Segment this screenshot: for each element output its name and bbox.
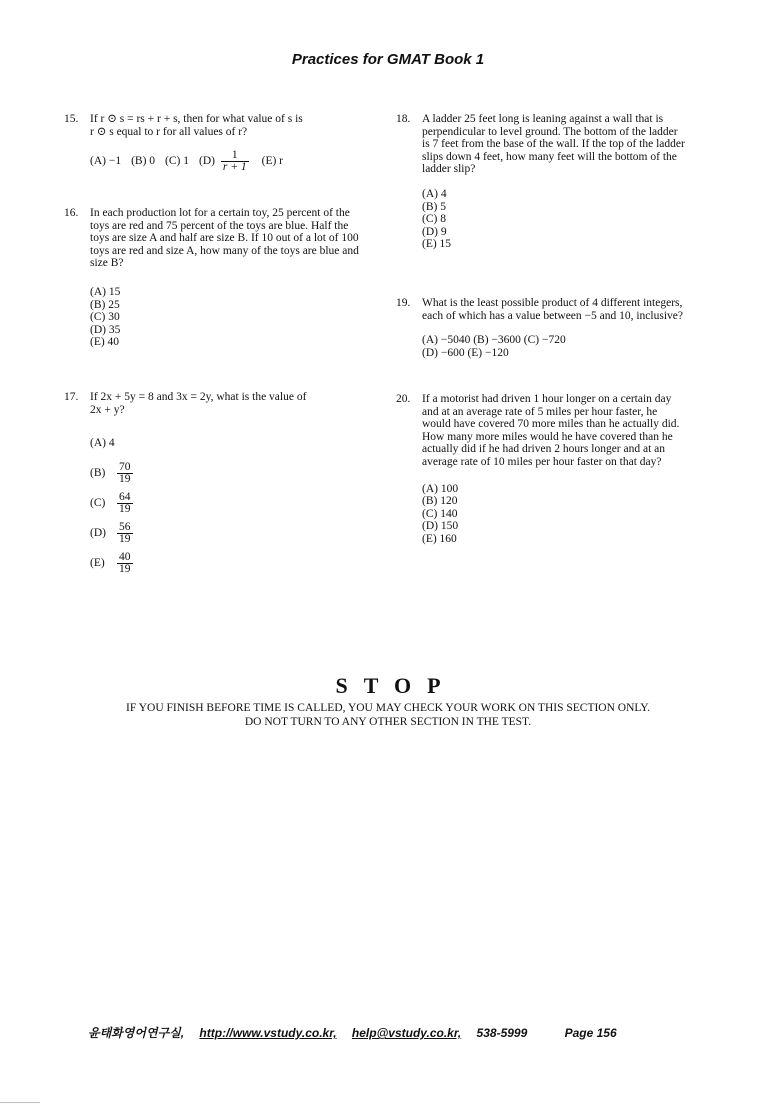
answer-choices	[422, 188, 688, 251]
answer-choice[interactable]: (D) 35	[90, 323, 121, 336]
footer-email-link[interactable]: help@vstudy.co.kr,	[351, 1026, 462, 1040]
page-header-title: Practices for GMAT Book 1	[291, 51, 485, 68]
answer-choice[interactable]: (D) 9	[422, 225, 447, 238]
answer-choice-row[interactable]: (D) −600 (E) −120	[422, 346, 509, 359]
question-number: 16.	[64, 207, 79, 219]
answer-choice[interactable]: (C) 30	[90, 311, 120, 324]
question-text: What is the least possible product of 4 different integers, each of which has a value between −5 and 10, inclusive?	[422, 297, 683, 322]
right-column	[396, 113, 688, 546]
fraction	[117, 462, 133, 485]
fraction	[117, 522, 133, 545]
question-text: A ladder 25 feet long is leaning against a wall that is perpendicular to level ground. The bottom of the ladder is 7 feet from the base of the wall. If the top of the ladder slips down 4 feet, how many feet will the bottom of the ladder slip?	[422, 113, 685, 176]
question-number: 18.	[396, 113, 411, 125]
answer-choice[interactable]	[90, 490, 364, 516]
fraction-denominator: 19	[119, 562, 131, 575]
fraction	[221, 150, 249, 173]
answer-choice[interactable]	[199, 150, 252, 173]
answer-choice[interactable]: (E) 160	[422, 532, 457, 545]
fraction-denominator: 19	[119, 502, 131, 515]
answer-choice[interactable]: (D) 150	[422, 520, 459, 533]
answer-choice[interactable]: (B) 5	[422, 200, 446, 213]
fraction	[117, 552, 133, 575]
page-footer	[88, 1024, 688, 1041]
question-16	[64, 207, 364, 391]
question-15	[64, 113, 364, 207]
question-text-line: 2x + y?	[90, 403, 125, 416]
question-19	[396, 297, 688, 393]
answer-choice[interactable]: (B) 120	[422, 495, 458, 508]
question-number: 19.	[396, 297, 411, 309]
fraction-denominator: 19	[119, 472, 131, 485]
answer-choice[interactable]	[90, 460, 364, 486]
answer-choice[interactable]: (B) 25	[90, 298, 120, 311]
question-number: 20.	[396, 393, 411, 405]
scan-edge-mark	[0, 1102, 40, 1103]
answer-choices	[90, 286, 364, 349]
question-number: 15.	[64, 113, 79, 125]
footer-org: 윤태화영어연구실,	[88, 1026, 185, 1040]
answer-choices	[90, 430, 364, 576]
fraction-denominator: r + 1	[222, 161, 247, 174]
question-text: In each production lot for a certain toy, 25 percent of the toys are red and 75 percent of the toys are blue. Half the toys are size A and half are size B. If 10 out of a lot of 100 toys are red and size A, how many of the toys are blue and size B?	[90, 207, 359, 270]
question-text: If a motorist had driven 1 hour longer on a certain day and at an average rate of 5 miles per hour faster, he would have covered 70 more miles than he actually did. How many more miles would he have covered than he actually did if he had driven 2 hours longer and at an average rate of 10 miles per hour faster on that day?	[422, 393, 680, 468]
answer-choice[interactable]: (E) 40	[90, 336, 120, 349]
fraction-numerator: 1	[221, 150, 249, 162]
fraction-numerator: 64	[119, 490, 131, 503]
answer-choice[interactable]: (C) 1	[165, 155, 190, 168]
left-column	[64, 113, 364, 580]
footer-url-link[interactable]: http://www.vstudy.co.kr,	[199, 1026, 337, 1040]
answer-choice[interactable]: (C) 8	[422, 213, 446, 226]
answer-choices	[90, 150, 364, 173]
answer-choices	[422, 483, 688, 546]
question-text-line: If r ⊙ s = rs + r + s, then for what value of s is	[90, 113, 303, 125]
choice-label: (D)	[199, 155, 215, 168]
question-text-line: r ⊙ s equal to r for all values of r?	[90, 125, 248, 138]
answer-choice[interactable]: (A) −1	[90, 155, 122, 168]
stop-heading: STOP	[335, 673, 457, 698]
answer-choices	[422, 334, 688, 359]
question-20	[396, 393, 688, 546]
answer-choice-row[interactable]: (A) −5040 (B) −3600 (C) −720	[422, 334, 566, 347]
question-18	[396, 113, 688, 297]
question-number: 17.	[64, 391, 79, 403]
choice-label: (D)	[90, 526, 106, 539]
fraction-numerator: 70	[119, 460, 131, 473]
fraction-denominator: 19	[119, 532, 131, 545]
answer-choice[interactable]: (A) 15	[90, 285, 121, 298]
choice-label: (C)	[90, 496, 106, 509]
fraction	[117, 492, 133, 515]
answer-choice[interactable]: (A) 100	[422, 482, 459, 495]
answer-choice[interactable]	[90, 520, 364, 546]
choice-label: (B)	[90, 466, 106, 479]
stop-instruction: IF YOU FINISH BEFORE TIME IS CALLED, YOU MAY CHECK YOUR WORK ON THIS SECTION ONLY.	[126, 702, 650, 714]
answer-choice[interactable]: (E) 15	[422, 238, 452, 251]
choice-label: (A) 4	[90, 436, 115, 449]
page-number: Page 156	[564, 1026, 617, 1040]
answer-choice[interactable]: (E) r	[261, 155, 283, 168]
fraction-numerator: 56	[119, 520, 131, 533]
answer-choice[interactable]	[90, 430, 364, 456]
stop-instruction: DO NOT TURN TO ANY OTHER SECTION IN THE TEST.	[244, 716, 532, 728]
choice-label: (E)	[90, 556, 105, 569]
fraction-numerator: 40	[119, 550, 131, 563]
answer-choice[interactable]: (C) 140	[422, 507, 458, 520]
answer-choice[interactable]: (A) 4	[422, 187, 447, 200]
question-17	[64, 391, 364, 576]
footer-phone: 538-5999	[476, 1026, 528, 1040]
answer-choice[interactable]	[90, 550, 364, 576]
answer-choice[interactable]: (B) 0	[131, 155, 156, 168]
question-text-line: If 2x + 5y = 8 and 3x = 2y, what is the value of	[90, 391, 307, 403]
